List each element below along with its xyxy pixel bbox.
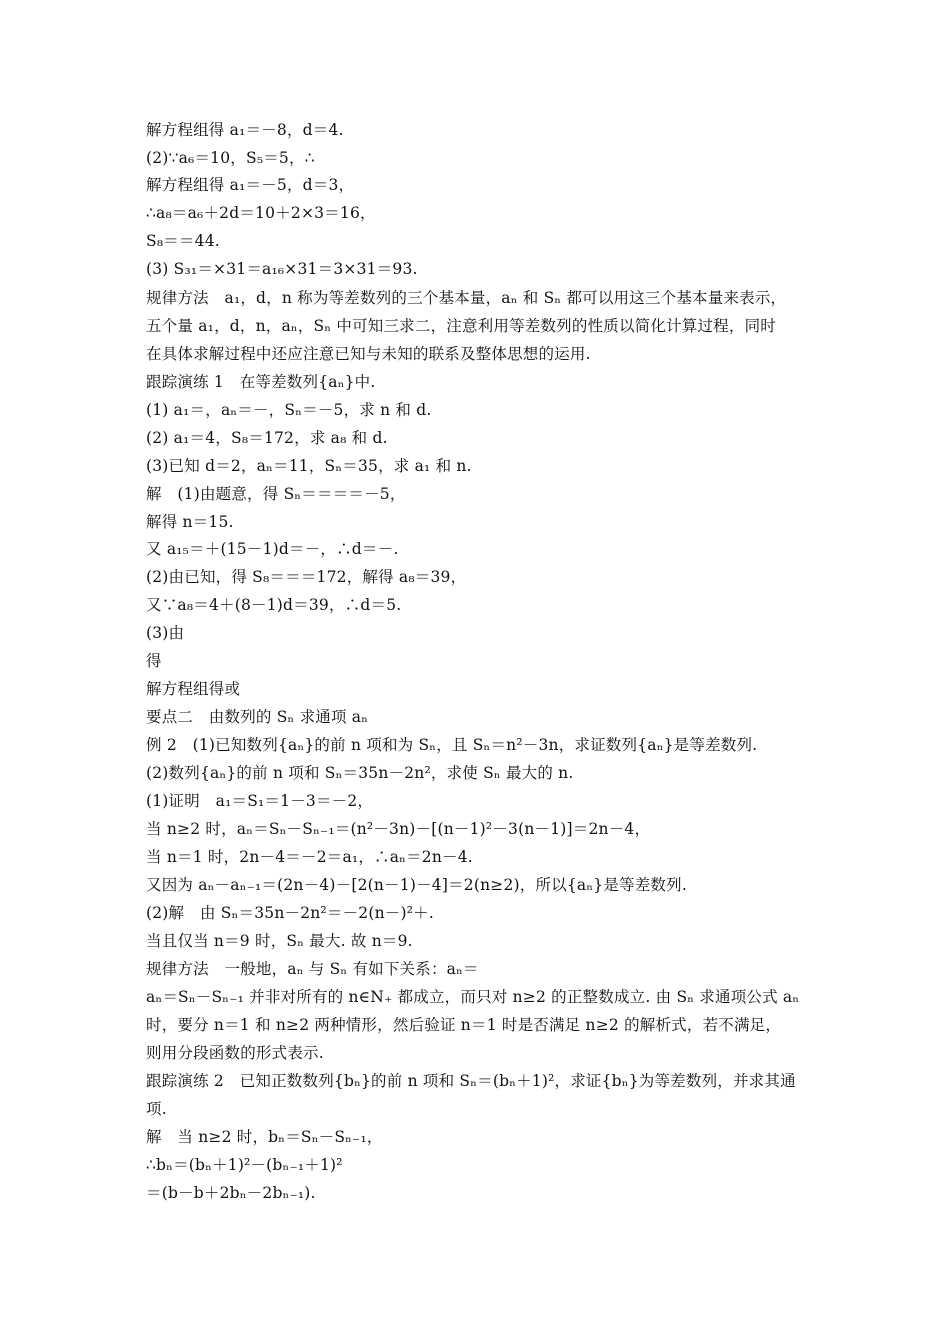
text-line: 例 2 (1)已知数列{aₙ}的前 n 项和为 Sₙ，且 Sₙ＝n²－3n，求证数列{aₙ}是等差数列. (146, 736, 758, 754)
text-line: 项. (146, 1100, 167, 1118)
text-line: ∴a₈＝a₆＋2d＝10＋2×3＝16， (146, 204, 376, 222)
text-line: 解方程组得或 (146, 680, 241, 698)
text-line: ＝(b－b＋2bₙ－2bₙ₋₁). (146, 1184, 316, 1202)
text-line: (3)由 (146, 624, 185, 642)
text-line: 当且仅当 n＝9 时，Sₙ 最大. 故 n＝9. (146, 932, 413, 950)
text-line: 解 (1)由题意，得 Sₙ＝＝＝＝－5， (146, 485, 406, 503)
text-line: 跟踪演练 2 已知正数数列{bₙ}的前 n 项和 Sₙ＝(bₙ＋1)²，求证{bₙ}为等差数列，并求其通 (146, 1072, 796, 1090)
text-line: S₈＝＝44. (146, 232, 220, 250)
text-line: (3)已知 d＝2，aₙ＝11，Sₙ＝35，求 a₁ 和 n. (146, 457, 472, 475)
text-line: 又∵a₈＝4＋(8－1)d＝39，∴d＝5. (146, 596, 402, 614)
text-line: (1)证明 a₁＝S₁＝1－3＝－2， (146, 792, 374, 810)
text-line: 解方程组得 a₁＝－8，d＝4. (146, 121, 344, 139)
text-line: 在具体求解过程中还应注意已知与未知的联系及整体思想的运用. (146, 345, 591, 363)
text-line: (1) a₁＝，aₙ＝－，Sₙ＝－5，求 n 和 d. (146, 401, 432, 419)
text-line: 又因为 aₙ－aₙ₋₁＝(2n－4)－[2(n－1)－4]＝2(n≥2)，所以{aₙ}是等差数列. (146, 876, 687, 894)
text-line: (2)解 由 Sₙ＝35n－2n²＝－2(n－)²＋. (146, 904, 434, 922)
text-line: 则用分段函数的形式表示. (146, 1044, 324, 1062)
text-line: 又 a₁₅＝＋(15－1)d＝－，∴d＝－. (146, 540, 399, 558)
text-line: (2)数列{aₙ}的前 n 项和 Sₙ＝35n－2n²，求使 Sₙ 最大的 n. (146, 764, 574, 782)
text-line: 当 n＝1 时，2n－4＝－2＝a₁，∴aₙ＝2n－4. (146, 848, 473, 866)
text-line: 五个量 a₁，d，n，aₙ，Sₙ 中可知三求二，注意利用等差数列的性质以简化计算过程，同时 (146, 317, 776, 335)
text-line: 规律方法 a₁，d，n 称为等差数列的三个基本量，aₙ 和 Sₙ 都可以用这三个基本量来表示， (146, 289, 787, 307)
text-line: 当 n≥2 时，aₙ＝Sₙ－Sₙ₋₁＝(n²－3n)－[(n－1)²－3(n－1)]＝2n－4， (146, 820, 651, 838)
text-line: 时，要分 n＝1 和 n≥2 两种情形，然后验证 n＝1 时是否满足 n≥2 的解析式，若不满足， (146, 1016, 782, 1034)
text-line: ∴bₙ＝(bₙ＋1)²－(bₙ₋₁＋1)² (146, 1156, 343, 1174)
text-line: (3) S₃₁＝×31＝a₁₆×31＝3×31＝93. (146, 260, 418, 278)
text-line: (2)∵a₆＝10，S₅＝5，∴ (146, 149, 315, 167)
section-heading: 要点二 由数列的 Sₙ 求通项 aₙ (146, 708, 369, 726)
text-line: (2) a₁＝4，S₈＝172，求 a₈ 和 d. (146, 429, 388, 447)
text-line: 跟踪演练 1 在等差数列{aₙ}中. (146, 373, 376, 391)
text-line: 规律方法 一般地，aₙ 与 Sₙ 有如下关系：aₙ＝ (146, 960, 479, 978)
text-line: 解方程组得 a₁＝－5，d＝3， (146, 176, 355, 194)
text-line: 解得 n＝15. (146, 513, 234, 531)
text-line: 解 当 n≥2 时，bₙ＝Sₙ－Sₙ₋₁， (146, 1128, 383, 1146)
text-line: 得 (146, 652, 162, 670)
text-line: aₙ＝Sₙ－Sₙ₋₁ 并非对所有的 n∈N₊ 都成立，而只对 n≥2 的正整数成立. 由 Sₙ 求通项公式 aₙ (146, 988, 800, 1006)
text-line: (2)由已知，得 S₈＝＝＝172，解得 a₈＝39， (146, 568, 467, 586)
